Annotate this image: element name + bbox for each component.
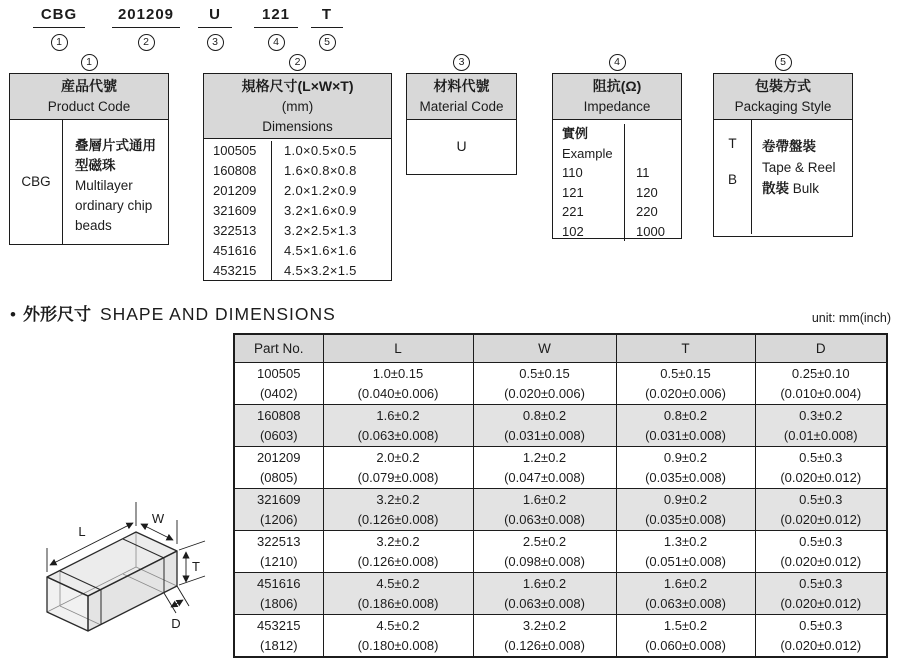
box-mark [552,52,682,69]
cell-d: 0.5±0.3 (0.020±0.012) [755,447,887,489]
list-item: 453215 4.5×3.2×1.5 [204,261,391,281]
impedance-example-list [553,120,681,237]
cell-d: 0.25±0.10 (0.010±0.004) [755,363,887,405]
box-header [407,74,516,120]
cell-part: 322513 (1210) [234,531,323,573]
circled-number-icon: 1 [81,54,98,71]
pn-mark [33,32,85,51]
cell-l: 4.5±0.2 (0.180±0.008) [323,615,473,658]
pn-code: 201209 [112,4,180,28]
list-item: 121 120 [553,183,681,203]
pn-segment [198,4,232,51]
section-heading [10,300,336,325]
cell-t: 0.9±0.2 (0.035±0.008) [616,489,755,531]
box-title-zh: 規格尺寸(L×W×T) [241,77,354,94]
list-item: Example [553,144,681,164]
cell-w: 1.2±0.2 (0.047±0.008) [473,447,616,489]
table-row [234,363,887,405]
circled-number-icon: 5 [319,34,336,51]
box-mark [406,52,517,69]
packaging-codes [714,120,752,234]
section-title-zh: 外形尺寸 [22,305,91,324]
pn-mark [112,32,180,51]
box-title-en: Impedance [583,99,651,114]
cell-l: 3.2±0.2 (0.126±0.008) [323,489,473,531]
cell-d: 0.3±0.2 (0.01±0.008) [755,405,887,447]
list-item: 110 11 [553,163,681,183]
packaging-code-b: B [727,172,737,187]
table-row [234,531,887,573]
box-title-zh: 材料代號 [433,78,490,94]
product-code-description [63,120,168,244]
cell-part: 453215 (1812) [234,615,323,658]
packaging-label-en: Tape & Reel [762,160,836,175]
circled-number-icon: 4 [609,54,626,71]
cell-w: 1.6±0.2 (0.063±0.008) [473,489,616,531]
cell-t: 0.8±0.2 (0.031±0.008) [616,405,755,447]
pn-segment [254,4,298,51]
cell-l: 3.2±0.2 (0.126±0.008) [323,531,473,573]
table-row [234,573,887,615]
pn-mark [254,32,298,51]
cell-t: 0.5±0.15 (0.020±0.006) [616,363,755,405]
col-header-d: D [755,334,887,363]
list-item: 160808 1.6×0.8×0.8 [204,161,391,181]
dim-label-w: W [151,511,165,526]
cell-d: 0.5±0.3 (0.020±0.012) [755,489,887,531]
circled-number-icon: 5 [775,54,792,71]
col-header-t: T [616,334,755,363]
pn-segment [33,4,85,51]
list-item: 201209 2.0×1.2×0.9 [204,181,391,201]
cell-t: 0.9±0.2 (0.035±0.008) [616,447,755,489]
pn-code: 121 [254,4,298,28]
dim-label-d: D [171,616,181,631]
product-code-value: CBG [10,120,63,244]
dimensions-code-list [204,139,391,279]
list-item: 451616 4.5×1.6×1.6 [204,241,391,261]
box-header [10,74,168,120]
table-row [234,447,887,489]
pn-mark [311,32,343,51]
table-header-row [234,334,887,363]
cell-d: 0.5±0.3 (0.020±0.012) [755,573,887,615]
list-item: 實例 [553,124,681,144]
packaging-labels [752,120,852,234]
box-header [553,74,681,120]
packaging-label-bulk: 散裝 Bulk [762,181,820,196]
bullet-icon: • [10,305,16,324]
box-title-en: Packaging Style [734,99,832,114]
pn-code: T [311,4,343,28]
table-row [234,615,887,658]
box-title-zh: 阻抗(Ω) [592,78,642,94]
material-code-value: U [456,138,467,154]
box-header [714,74,852,120]
circled-number-icon: 3 [453,54,470,71]
cell-w: 0.5±0.15 (0.020±0.006) [473,363,616,405]
dim-label-l: L [78,524,86,539]
circled-number-icon: 1 [51,34,68,51]
section-title-en: SHAPE AND DIMENSIONS [99,304,336,324]
cell-d: 0.5±0.3 (0.020±0.012) [755,615,887,658]
cell-part: 201209 (0805) [234,447,323,489]
pn-segment [311,4,343,51]
unit-note: unit: mm(inch) [811,311,891,325]
cell-part: 160808 (0603) [234,405,323,447]
cell-l: 2.0±0.2 (0.079±0.008) [323,447,473,489]
description-zh: 叠層片式通用型磁珠 [75,138,156,173]
chip-shape-diagram [0,480,215,660]
cell-w: 3.2±0.2 (0.126±0.008) [473,615,616,658]
packaging-code-t: T [728,136,737,151]
col-header-part: Part No. [234,334,323,363]
cell-w: 0.8±0.2 (0.031±0.008) [473,405,616,447]
packaging-label-zh: 卷帶盤裝 [762,139,816,154]
circled-number-icon: 4 [268,34,285,51]
cell-l: 1.6±0.2 (0.063±0.008) [323,405,473,447]
pn-code: U [198,4,232,28]
cell-t: 1.5±0.2 (0.060±0.008) [616,615,755,658]
circled-number-icon: 2 [289,54,306,71]
legend-box-dimensions [203,52,392,281]
pn-segment [112,4,180,51]
circled-number-icon: 2 [138,34,155,51]
cell-w: 2.5±0.2 (0.098±0.008) [473,531,616,573]
cell-part: 100505 (0402) [234,363,323,405]
box-mark [713,52,853,69]
table-row [234,489,887,531]
cell-t: 1.3±0.2 (0.051±0.008) [616,531,755,573]
legend-box-packaging [713,52,853,237]
list-item: 322513 3.2×2.5×1.3 [204,221,391,241]
cell-d: 0.5±0.3 (0.020±0.012) [755,531,887,573]
list-item: 321609 3.2×1.6×0.9 [204,201,391,221]
table-row [234,405,887,447]
cell-l: 4.5±0.2 (0.186±0.008) [323,573,473,615]
box-mark [203,52,392,69]
box-title-zh: 産品代號 [61,78,117,94]
cell-w: 1.6±0.2 (0.063±0.008) [473,573,616,615]
legend-box-impedance [552,52,682,239]
col-header-l: L [323,334,473,363]
cell-l: 1.0±0.15 (0.040±0.006) [323,363,473,405]
box-header [204,74,391,139]
box-title-zh: 包裝方式 [755,78,811,94]
legend-box-material-code [406,52,517,175]
list-item: 100505 1.0×0.5×0.5 [204,141,391,161]
col-header-w: W [473,334,616,363]
circled-number-icon: 3 [207,34,224,51]
box-title-en: Material Code [419,99,504,114]
box-title-en: Dimensions [262,118,333,134]
box-title-en: Product Code [47,99,131,114]
list-item: 221 220 [553,202,681,222]
dimensions-table [233,333,888,658]
description-en: Multilayer ordinary chip beads [75,178,153,233]
dim-label-t: T [192,559,200,574]
cell-part: 321609 (1206) [234,489,323,531]
legend-box-product-code [9,52,169,245]
box-title-unit: (mm) [281,98,314,114]
list-item: 102 1000 [553,222,681,242]
pn-mark [198,32,232,51]
pn-code: CBG [33,4,85,28]
cell-part: 451616 (1806) [234,573,323,615]
box-mark [9,52,169,69]
cell-t: 1.6±0.2 (0.063±0.008) [616,573,755,615]
